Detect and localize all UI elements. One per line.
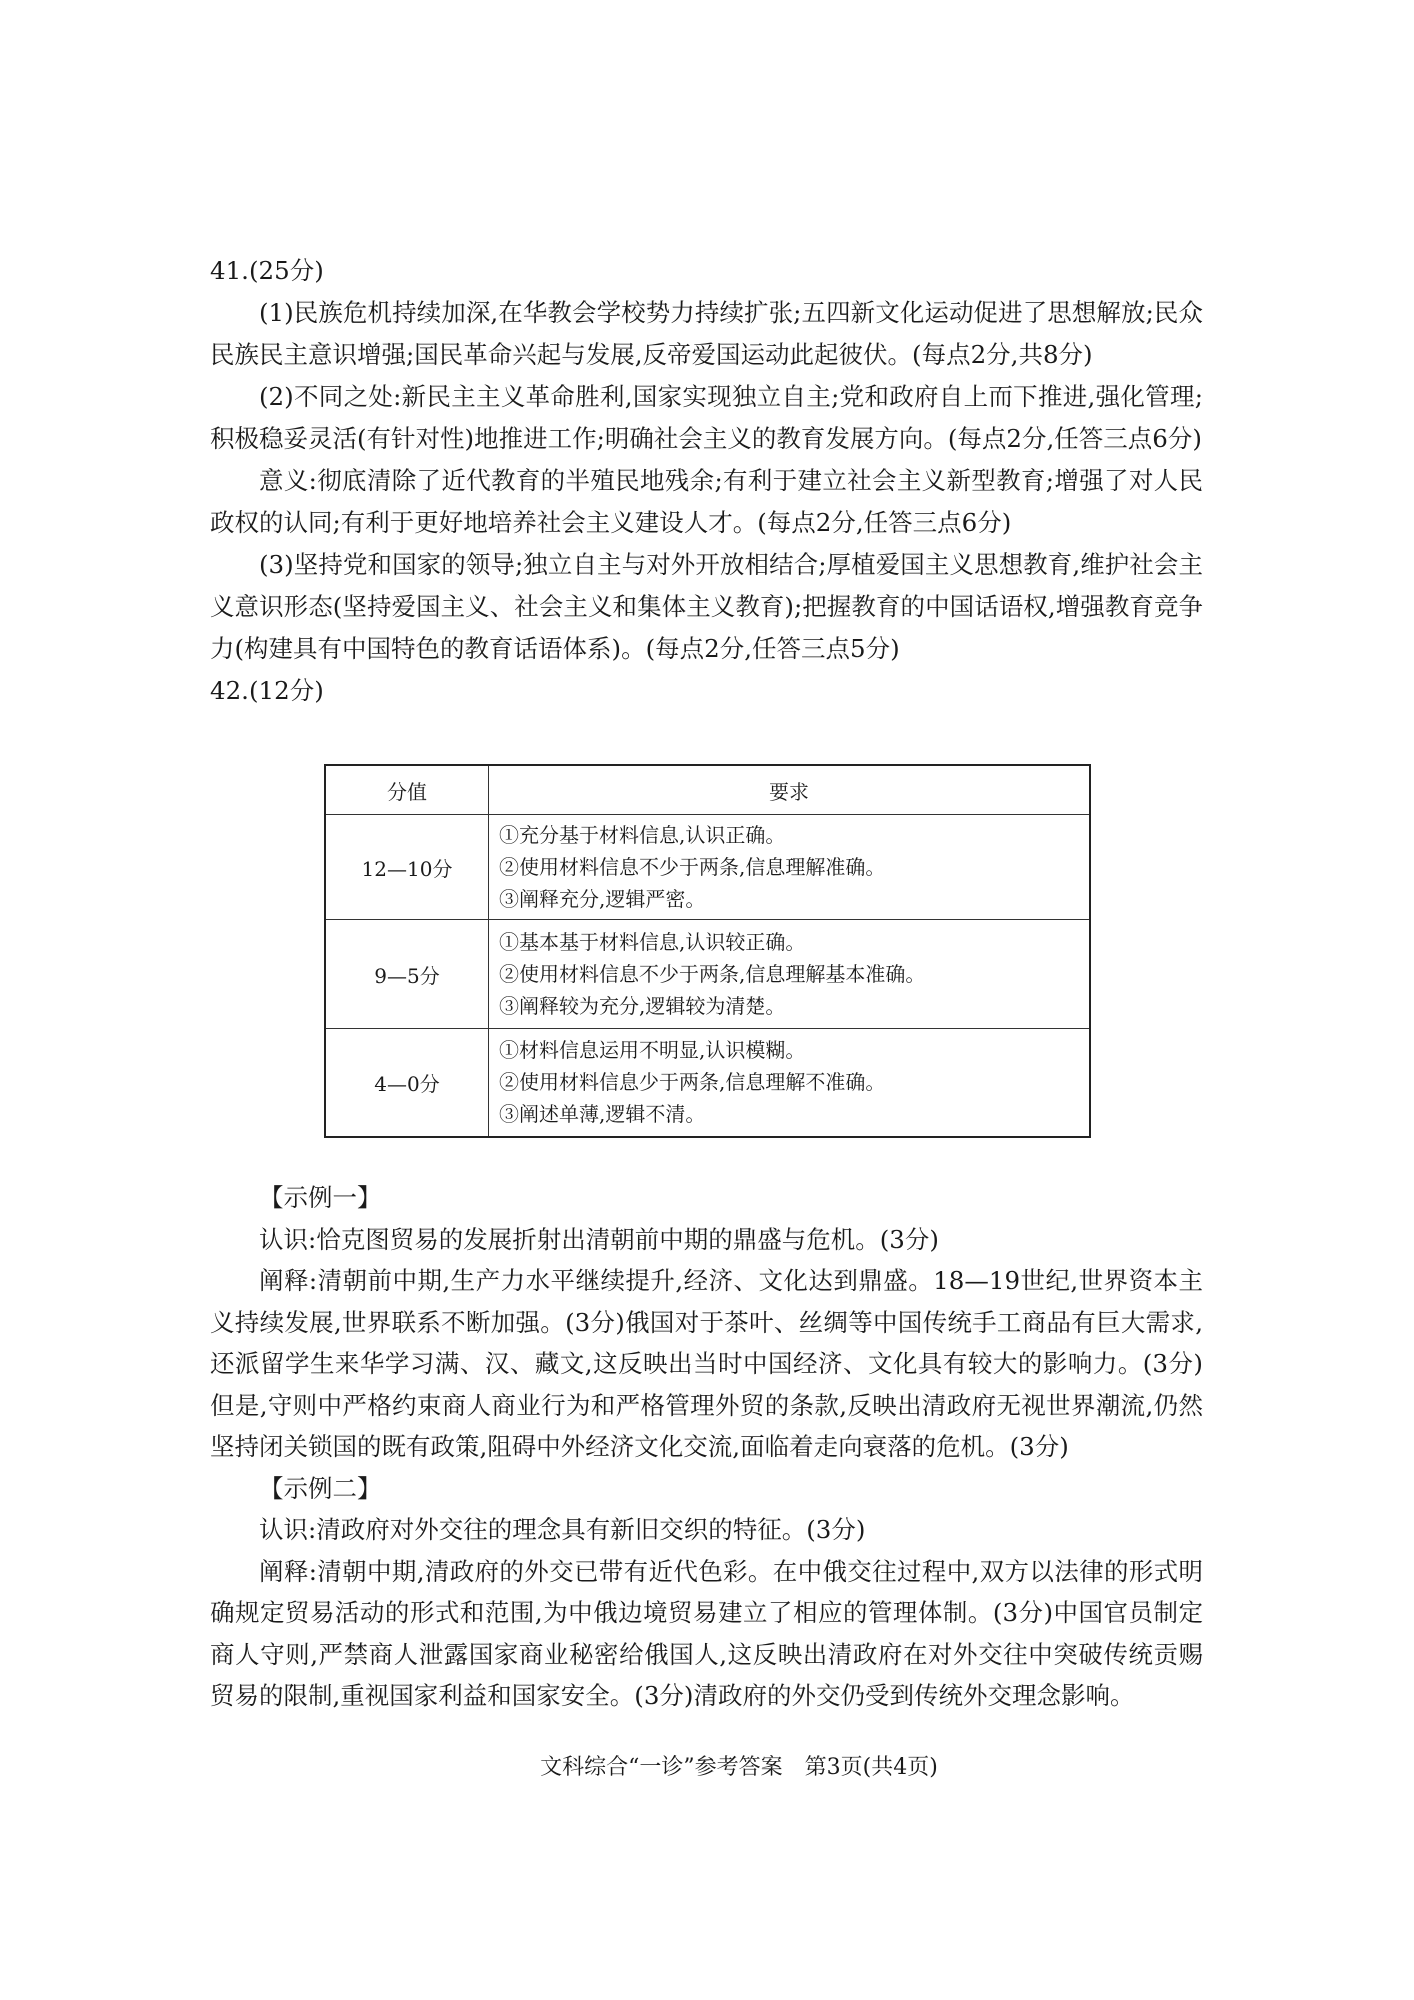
example-1-label: 【示例一】 bbox=[259, 1183, 382, 1212]
table-row bbox=[325, 1029, 1090, 1137]
example-2-view: 认识:清政府对外交往的理念具有新旧交织的特征。(3分) bbox=[259, 1515, 866, 1544]
page-footer: 文科综合“一诊”参考答案 第3页(共4页) bbox=[540, 1755, 938, 1780]
header-requirements: 要求 bbox=[489, 765, 1091, 815]
score-cell: 12—10分 bbox=[325, 815, 489, 920]
table-header-row bbox=[325, 765, 1090, 815]
table-row bbox=[325, 815, 1090, 920]
example-2-label: 【示例二】 bbox=[259, 1473, 382, 1503]
requirement-item: ②使用材料信息少于两条,信息理解不准确。 bbox=[499, 1070, 886, 1095]
score-cell: 9—5分 bbox=[325, 920, 489, 1029]
requirement-item: ③阐释较为充分,逻辑较为清楚。 bbox=[499, 994, 786, 1018]
answer-part-2-significance: 意义:彻底清除了近代教育的半殖民地残余;有利于建立社会主义新型教育;增强了对人民政权的认同;有利于更好地培养社会主义建设人才。(每点2分,任答三点6分) bbox=[210, 466, 1203, 537]
requirements-cell bbox=[489, 1029, 1091, 1137]
answer-part-1: (1)民族危机持续加深,在华教会学校势力持续扩张;五四新文化运动促进了思想解放;民众民族民主意识增强;国民革命兴起与发展,反帝爱国运动此起彼伏。(每点2分,共8分) bbox=[210, 298, 1203, 369]
question-41-title: 41.(25分) bbox=[210, 256, 324, 285]
question-41 bbox=[210, 250, 1203, 712]
example-1-explanation: 阐释:清朝前中期,生产力水平继续提升,经济、文化达到鼎盛。18—19世纪,世界资本主义持续发展,世界联系不断加强。(3分)俄国对于茶叶、丝绸等中国传统手工商品有巨大需求,还派留学生来华学习满、汉、藏文,这反映出当时中国经济、文化具有较大的影响力。(3分)但是,守则中严格约束商人商业行为和严格管理外贸的条款,反映出清政府无视世界潮流,仍然坚持闭关锁国的既有政策,阻碍中外经济文化交流,面临着走向衰落的危机。(3分) bbox=[210, 1266, 1204, 1461]
requirement-item: ①基本基于材料信息,认识较正确。 bbox=[499, 930, 806, 954]
answer-part-2: (2)不同之处:新民主主义革命胜利,国家实现独立自主;党和政府自上而下推进,强化管理;积极稳妥灵活(有针对性)地推进工作;明确社会主义的教育发展方向。(每点2分,任答三点6分) bbox=[210, 382, 1203, 453]
question-42-title: 42.(12分) bbox=[210, 676, 324, 705]
requirement-item: ③阐释充分,逻辑严密。 bbox=[499, 887, 706, 911]
requirements-cell bbox=[489, 920, 1091, 1029]
header-score: 分值 bbox=[325, 765, 489, 815]
answer-part-3: (3)坚持党和国家的领导;独立自主与对外开放相结合;厚植爱国主义思想教育,维护社会主义意识形态(坚持爱国主义、社会主义和集体主义教育);把握教育的中国话语权,增强教育竞争力(构建具有中国特色的教育话语体系)。(每点2分,任答三点5分) bbox=[210, 550, 1203, 663]
requirement-item: ②使用材料信息不少于两条,信息理解基本准确。 bbox=[499, 962, 926, 986]
examples bbox=[210, 1177, 1203, 1717]
example-1-view: 认识:恰克图贸易的发展折射出清朝前中期的鼎盛与危机。(3分) bbox=[259, 1224, 939, 1254]
scoring-table bbox=[324, 764, 1091, 1138]
example-2-explanation: 阐释:清朝中期,清政府的外交已带有近代色彩。在中俄交往过程中,双方以法律的形式明确规定贸易活动的形式和范围,为中俄边境贸易建立了相应的管理体制。(3分)中国官员制定商人守则,严禁商人泄露国家商业秘密给俄国人,这反映出清政府在对外交往中突破传统贡赐贸易的限制,重视国家利益和国家安全。(3分)清政府的外交仍受到传统外交理念影响。 bbox=[210, 1556, 1203, 1710]
requirement-item: ②使用材料信息不少于两条,信息理解准确。 bbox=[499, 855, 886, 879]
table-row bbox=[325, 920, 1090, 1029]
requirement-item: ①充分基于材料信息,认识正确。 bbox=[499, 823, 786, 847]
score-cell: 4—0分 bbox=[325, 1029, 489, 1137]
requirement-item: ①材料信息运用不明显,认识模糊。 bbox=[499, 1038, 806, 1063]
requirements-cell bbox=[489, 815, 1091, 920]
requirement-item: ③阐述单薄,逻辑不清。 bbox=[499, 1102, 706, 1127]
